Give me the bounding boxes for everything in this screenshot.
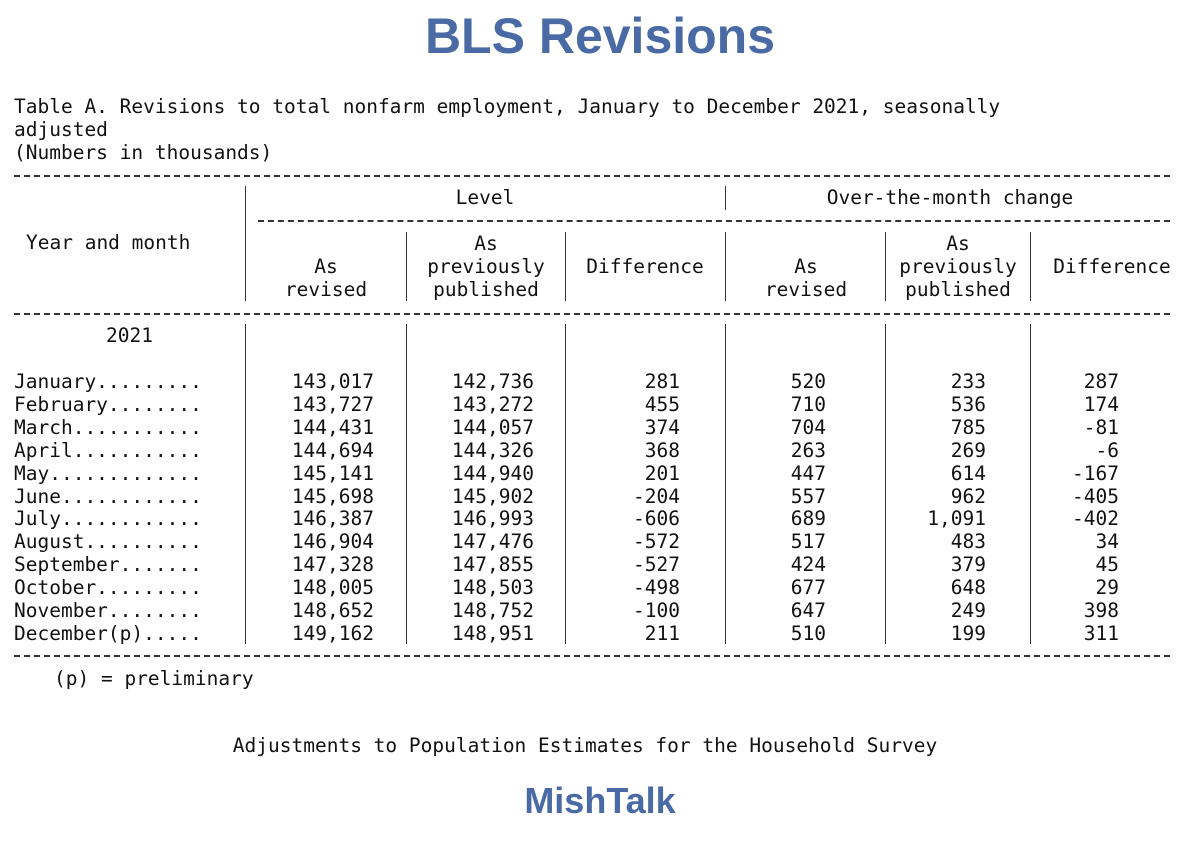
stub-header: Year and month: [26, 231, 191, 254]
rule-bottom: [14, 655, 1170, 657]
subtitle: Adjustments to Population Estimates for the Household Survey: [232, 734, 938, 757]
cell-change-as-revised: 447: [790, 461, 826, 485]
col-header-difference: Difference: [586, 255, 704, 278]
cell-level-as-revised: 144,431: [291, 415, 374, 439]
cell-month: January.........: [14, 370, 202, 393]
footnote: (p) = preliminary: [54, 667, 254, 690]
cell-change-difference: 34: [1095, 530, 1119, 554]
cell-change-as-revised: 557: [790, 484, 826, 508]
cell-change-difference: 398: [1083, 599, 1119, 622]
rule-header-bottom: [14, 313, 1170, 315]
cell-change-difference: -6: [1095, 438, 1119, 462]
cell-level-difference: -100: [633, 599, 680, 622]
cell-month: December(p).....: [14, 621, 202, 645]
col-divider: [1030, 232, 1031, 301]
cell-level-previously-published: 148,951: [451, 621, 534, 645]
cell-month: April...........: [14, 438, 202, 462]
group-header-level: Level: [455, 186, 515, 209]
cell-level-previously-published: 148,752: [451, 599, 534, 622]
cell-change-previously-published: 962: [950, 484, 986, 508]
page-title: BLS Revisions: [424, 8, 776, 64]
cell-change-previously-published: 536: [950, 392, 986, 416]
cell-month: July............: [14, 507, 202, 531]
cell-change-difference: 45: [1095, 553, 1119, 577]
cell-change-previously-published: 483: [950, 530, 986, 554]
table-row: [0, 416, 1200, 439]
cell-change-previously-published: 233: [950, 370, 986, 393]
table-row: [0, 485, 1200, 508]
cell-level-difference: 368: [644, 438, 680, 462]
cell-level-as-revised: 144,694: [291, 438, 374, 462]
cell-level-difference: -498: [633, 576, 680, 600]
col-header-as-revised: As revised: [284, 255, 368, 301]
cell-level-previously-published: 144,940: [451, 461, 534, 485]
cell-change-as-revised: 677: [790, 576, 826, 600]
cell-change-difference: 311: [1083, 621, 1119, 645]
cell-change-previously-published: 379: [950, 553, 986, 577]
cell-change-previously-published: 648: [950, 576, 986, 600]
caption-line-1: Table A. Revisions to total nonfarm employment, January to December 2021, seasonally: [14, 95, 1001, 118]
cell-change-as-revised: 263: [790, 438, 826, 462]
col-divider: [565, 232, 566, 301]
caption-line-2: adjusted: [14, 118, 108, 141]
cell-month: May.............: [14, 461, 202, 485]
cell-level-difference: 211: [644, 621, 680, 645]
cell-change-difference: 174: [1083, 392, 1119, 416]
cell-level-difference: -572: [633, 530, 680, 554]
col-divider: [885, 232, 886, 301]
cell-month: November........: [14, 599, 202, 622]
cell-change-previously-published: 614: [950, 461, 986, 485]
cell-change-difference: 29: [1095, 576, 1119, 600]
cell-month: September.......: [14, 553, 202, 577]
cell-level-difference: 455: [644, 392, 680, 416]
cell-level-difference: 374: [644, 415, 680, 439]
cell-level-previously-published: 147,476: [451, 530, 534, 554]
col-header-previously-published: As previously published: [899, 232, 1017, 301]
table-row: [0, 507, 1200, 530]
table-row: [0, 599, 1200, 622]
year-label: 2021: [106, 324, 153, 347]
rule-top: [14, 175, 1170, 177]
cell-change-previously-published: 199: [950, 621, 986, 645]
cell-change-difference: -405: [1072, 484, 1119, 508]
cell-change-previously-published: 269: [950, 438, 986, 462]
cell-change-as-revised: 689: [790, 507, 826, 531]
table-caption: [14, 95, 1000, 164]
cell-month: June............: [14, 484, 202, 508]
cell-change-as-revised: 520: [790, 370, 826, 393]
cell-level-as-revised: 146,904: [291, 530, 374, 554]
cell-change-as-revised: 647: [790, 599, 826, 622]
cell-change-as-revised: 424: [790, 553, 826, 577]
cell-level-as-revised: 143,727: [291, 392, 374, 416]
cell-month: February........: [14, 392, 202, 416]
cell-level-previously-published: 144,057: [451, 415, 534, 439]
cell-level-difference: -527: [633, 553, 680, 577]
cell-month: March...........: [14, 415, 202, 439]
cell-level-difference: -606: [633, 507, 680, 531]
cell-level-previously-published: 144,326: [451, 438, 534, 462]
table-row: [0, 393, 1200, 416]
brand-logo: MishTalk: [524, 780, 676, 821]
col-divider: [725, 186, 726, 210]
table-row: [0, 553, 1200, 576]
col-divider: [725, 232, 726, 301]
cell-level-difference: 201: [644, 461, 680, 485]
table-row: [0, 439, 1200, 462]
cell-level-as-revised: 143,017: [291, 370, 374, 393]
cell-change-previously-published: 249: [950, 599, 986, 622]
rule-group: [258, 220, 1170, 222]
table-row: [0, 530, 1200, 553]
group-header-change: Over-the-month change: [826, 186, 1074, 209]
cell-level-as-revised: 146,387: [291, 507, 374, 531]
cell-change-as-revised: 517: [790, 530, 826, 554]
cell-level-as-revised: 145,698: [291, 484, 374, 508]
col-header-difference: Difference: [1053, 255, 1171, 278]
cell-level-difference: -204: [633, 484, 680, 508]
cell-level-previously-published: 142,736: [451, 370, 534, 393]
cell-change-as-revised: 510: [790, 621, 826, 645]
cell-change-previously-published: 1,091: [927, 507, 986, 531]
cell-level-as-revised: 148,652: [291, 599, 374, 622]
cell-level-previously-published: 143,272: [451, 392, 534, 416]
caption-line-3: (Numbers in thousands): [14, 141, 273, 164]
cell-month: October.........: [14, 576, 202, 600]
cell-change-difference: 287: [1083, 370, 1119, 393]
cell-level-as-revised: 148,005: [291, 576, 374, 600]
col-header-as-revised: As revised: [764, 255, 848, 301]
cell-level-as-revised: 147,328: [291, 553, 374, 577]
cell-level-as-revised: 145,141: [291, 461, 374, 485]
cell-change-as-revised: 704: [790, 415, 826, 439]
table-row: [0, 462, 1200, 485]
cell-change-previously-published: 785: [950, 415, 986, 439]
cell-month: August..........: [14, 530, 202, 554]
table-row: [0, 370, 1200, 393]
col-divider: [406, 232, 407, 301]
cell-level-previously-published: 148,503: [451, 576, 534, 600]
col-divider: [245, 186, 246, 301]
cell-level-previously-published: 147,855: [451, 553, 534, 577]
cell-level-difference: 281: [644, 370, 680, 393]
cell-level-previously-published: 146,993: [451, 507, 534, 531]
cell-change-as-revised: 710: [790, 392, 826, 416]
col-header-previously-published: As previously published: [427, 232, 545, 301]
cell-level-previously-published: 145,902: [451, 484, 534, 508]
table-row: [0, 576, 1200, 599]
table-row: [0, 622, 1200, 645]
cell-change-difference: -167: [1072, 461, 1119, 485]
cell-change-difference: -402: [1072, 507, 1119, 531]
cell-change-difference: -81: [1083, 415, 1119, 439]
cell-level-as-revised: 149,162: [291, 621, 374, 645]
